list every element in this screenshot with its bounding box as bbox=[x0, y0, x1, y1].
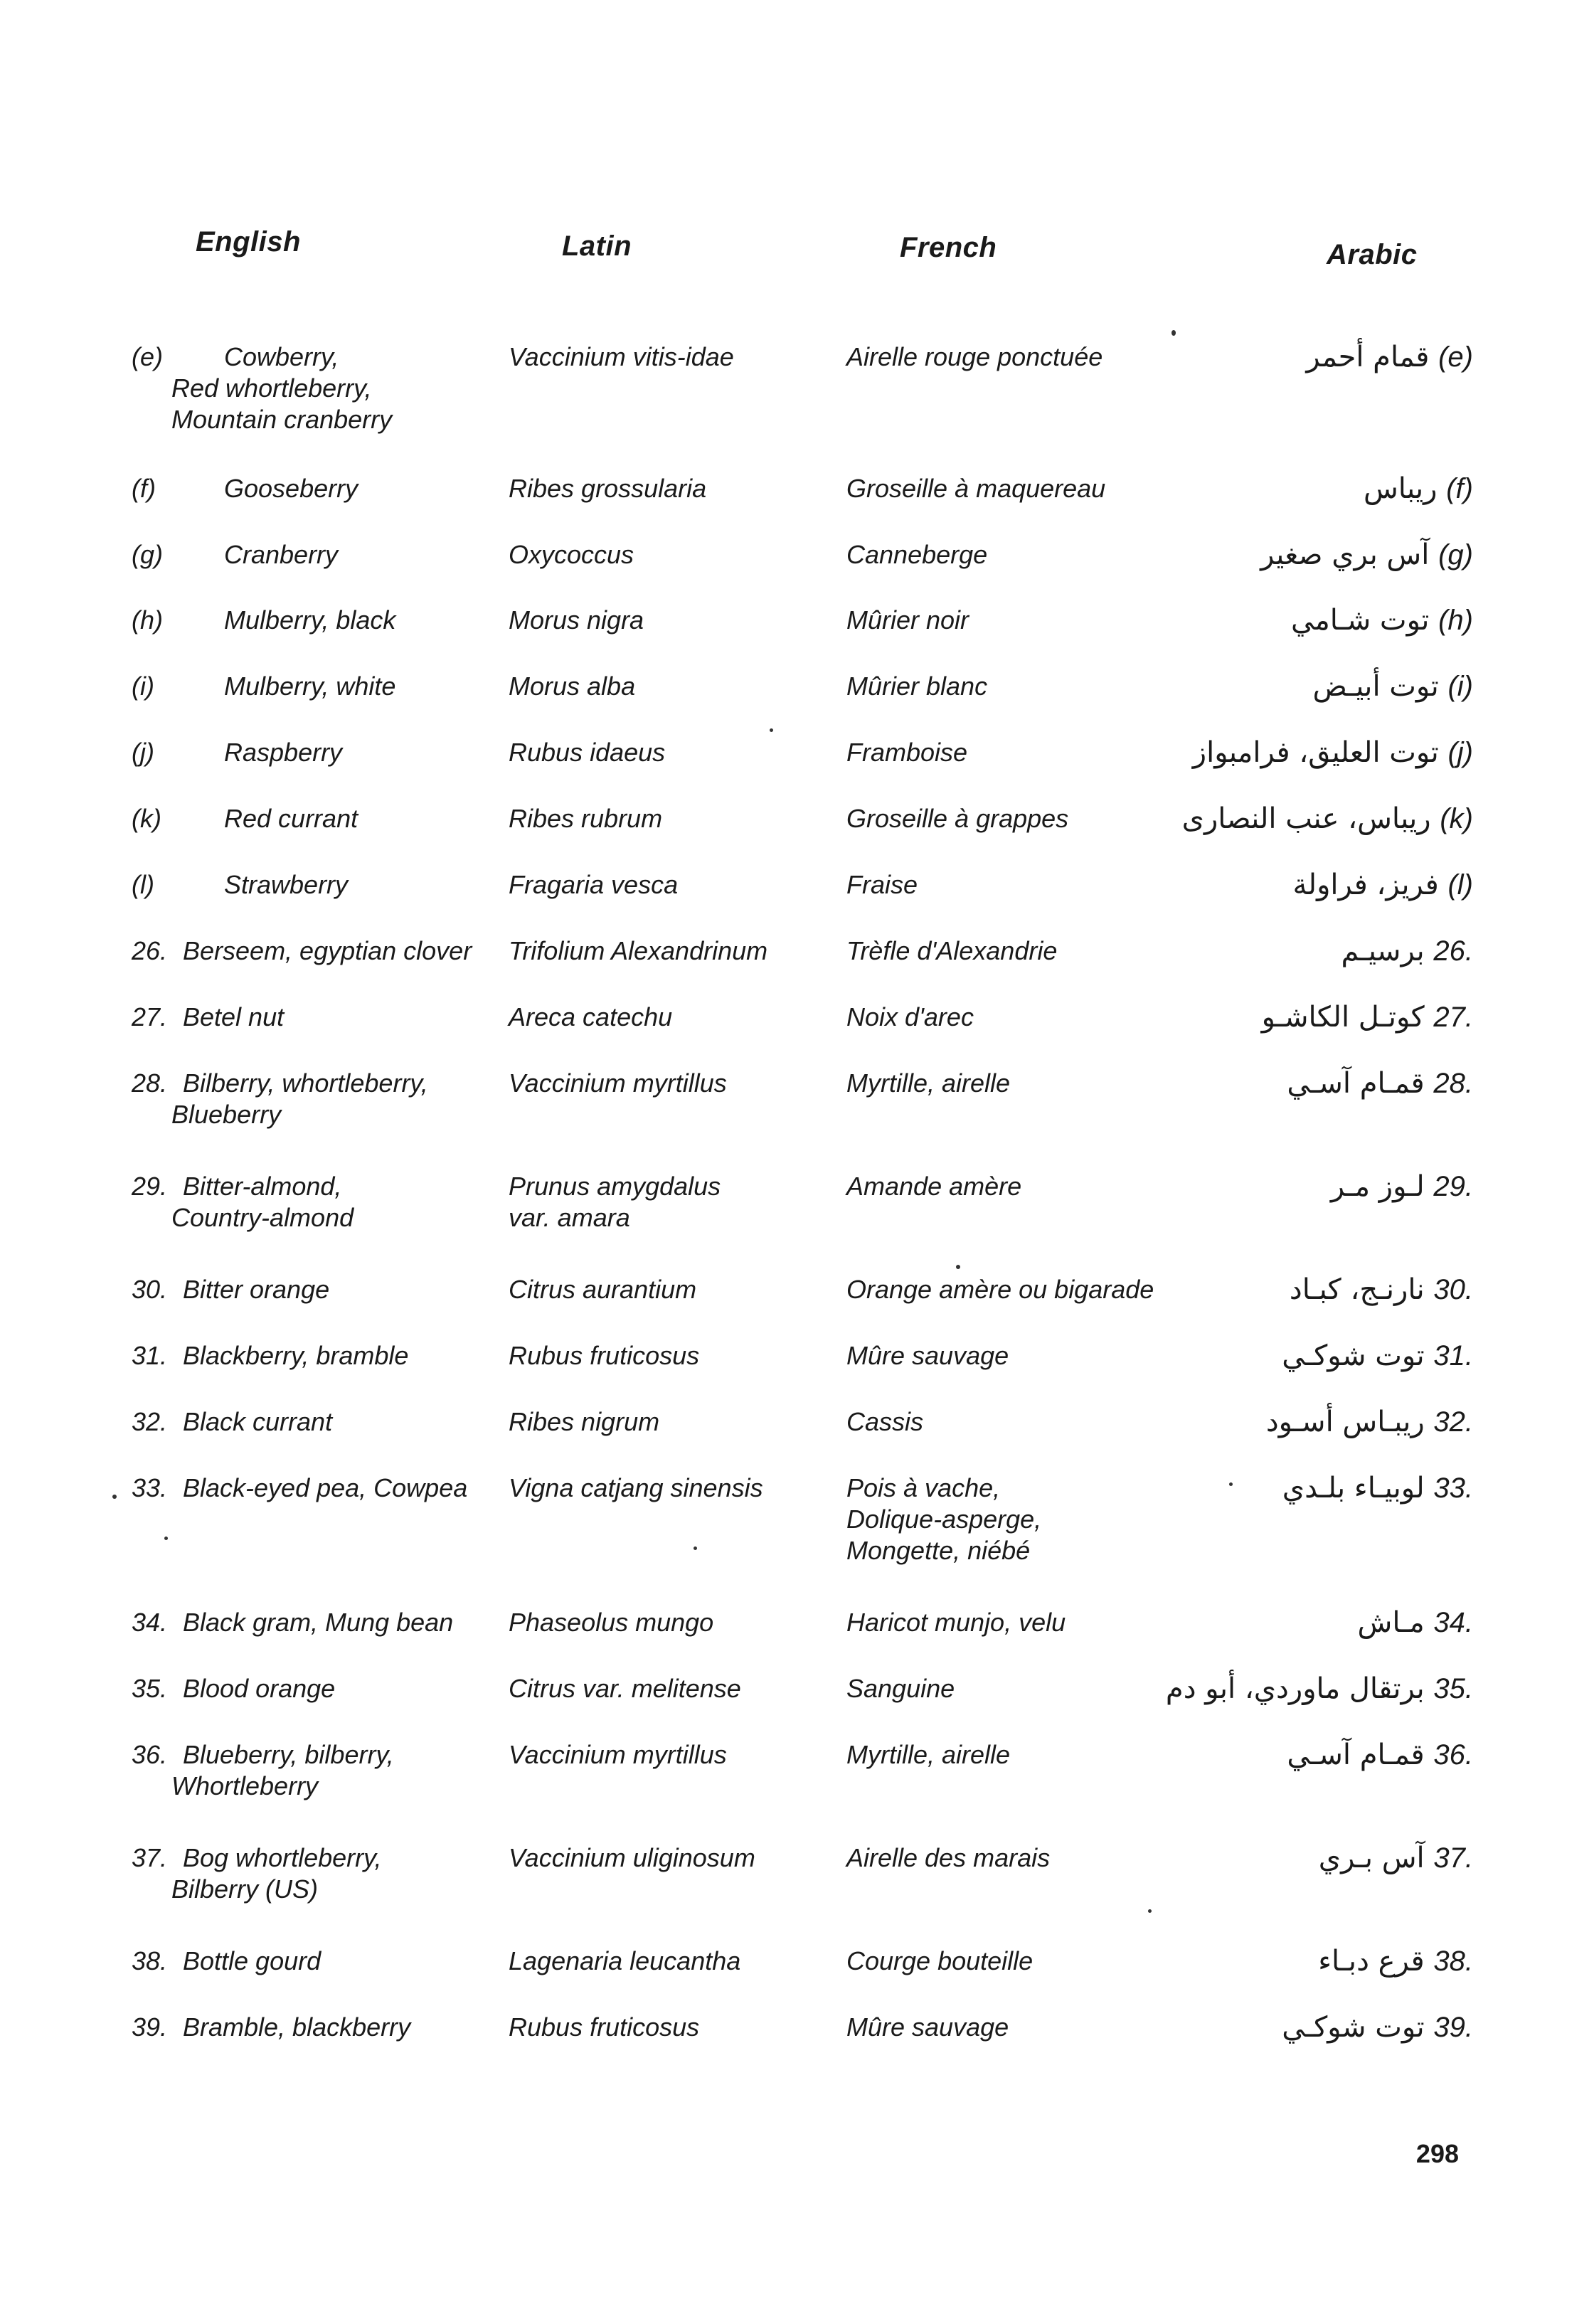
english-term-line: Whortleberry bbox=[171, 1771, 319, 1800]
french-name bbox=[846, 473, 1188, 504]
english-text: Black currant bbox=[183, 1407, 333, 1436]
english-text: Blackberry, bramble bbox=[183, 1341, 409, 1370]
french-name-line: Noix d'arec bbox=[846, 1002, 974, 1031]
english-term-line bbox=[132, 1340, 487, 1371]
latin-name bbox=[509, 1673, 836, 1704]
arabic-name bbox=[1146, 1739, 1473, 1771]
french-name bbox=[846, 1068, 1188, 1099]
english-text: Blood orange bbox=[183, 1674, 336, 1703]
english-term bbox=[132, 473, 487, 504]
french-name bbox=[846, 605, 1188, 636]
arabic-text: ريباس، عنب النصارى bbox=[1181, 802, 1431, 835]
latin-name bbox=[509, 1607, 836, 1638]
arabic-name bbox=[1146, 1842, 1473, 1874]
french-name bbox=[846, 737, 1188, 768]
arabic-entry-label: (h) bbox=[1438, 605, 1473, 636]
english-term-line bbox=[132, 1607, 487, 1638]
english-term bbox=[132, 1946, 487, 1977]
english-term bbox=[132, 1002, 487, 1033]
english-term bbox=[132, 1739, 487, 1802]
english-term bbox=[132, 1406, 487, 1438]
french-name bbox=[846, 1274, 1188, 1305]
english-term bbox=[132, 1171, 487, 1233]
arabic-text: توت شوكـي bbox=[1282, 2011, 1425, 2044]
english-term-line bbox=[132, 1274, 487, 1305]
french-name bbox=[846, 2012, 1188, 2043]
latin-name bbox=[509, 869, 836, 901]
entry-label: 30. bbox=[132, 1275, 168, 1304]
arabic-name bbox=[1146, 671, 1473, 702]
french-name-line: Groseille à maquereau bbox=[846, 474, 1106, 503]
english-text: Strawberry bbox=[224, 870, 349, 899]
french-name-line: Groseille à grappes bbox=[846, 804, 1069, 833]
arabic-entry-label: .30 bbox=[1433, 1274, 1473, 1305]
french-name-line: Haricot munjo, velu bbox=[846, 1608, 1066, 1637]
french-name-line: Sanguine bbox=[846, 1674, 955, 1703]
english-term-line bbox=[132, 1171, 487, 1202]
english-term-line bbox=[132, 869, 487, 901]
entry-label: (f) bbox=[132, 474, 156, 503]
latin-name-line: Rubus fruticosus bbox=[509, 2012, 700, 2042]
english-text: Bog whortleberry, bbox=[183, 1843, 382, 1872]
english-term-line bbox=[132, 737, 487, 768]
latin-name-line: Rubus fruticosus bbox=[509, 1341, 700, 1370]
english-text: Bitter orange bbox=[183, 1275, 330, 1304]
english-text: Gooseberry bbox=[224, 474, 358, 503]
english-text: Mulberry, black bbox=[224, 605, 396, 635]
entry-label: 31. bbox=[132, 1341, 168, 1370]
french-name-line: Airelle des marais bbox=[846, 1843, 1051, 1872]
entry-label: (h) bbox=[132, 605, 163, 635]
english-text: Bitter-almond, bbox=[183, 1172, 342, 1201]
english-text: Berseem, egyptian clover bbox=[183, 936, 472, 965]
arabic-text: آس بـري bbox=[1318, 1842, 1425, 1874]
arabic-entry-label: .32 bbox=[1433, 1406, 1473, 1438]
latin-name bbox=[509, 1739, 836, 1771]
english-term bbox=[132, 1274, 487, 1305]
arabic-text: قرع دبـاء bbox=[1318, 1945, 1425, 1978]
french-name-line: Courge bouteille bbox=[846, 1946, 1034, 1975]
latin-name-line: Prunus amygdalus bbox=[509, 1172, 721, 1201]
english-term-line bbox=[132, 935, 487, 967]
arabic-text: توت أبيـض bbox=[1312, 670, 1439, 703]
latin-name bbox=[509, 935, 836, 967]
latin-name bbox=[509, 1406, 836, 1438]
column-header-row bbox=[0, 226, 1594, 269]
french-name bbox=[846, 1673, 1188, 1704]
arabic-entry-label: .31 bbox=[1433, 1340, 1473, 1371]
arabic-name bbox=[1146, 803, 1473, 834]
header-arabic: Arabic bbox=[1327, 239, 1418, 270]
english-term-line bbox=[132, 671, 487, 702]
entry-label: (k) bbox=[132, 804, 161, 833]
latin-name-line: Trifolium Alexandrinum bbox=[509, 936, 768, 965]
french-name-line: Airelle rouge ponctuée bbox=[846, 342, 1103, 371]
latin-name-line: Morus nigra bbox=[509, 605, 644, 635]
english-term-line: Country-almond bbox=[171, 1203, 354, 1232]
english-term bbox=[132, 341, 487, 435]
french-name bbox=[846, 803, 1188, 834]
latin-name bbox=[509, 671, 836, 702]
english-text: Black-eyed pea, Cowpea bbox=[183, 1473, 468, 1502]
entry-label: 38. bbox=[132, 1946, 168, 1975]
french-name-line: Myrtille, airelle bbox=[846, 1068, 1011, 1098]
english-text: Mulberry, white bbox=[224, 672, 396, 701]
header-latin: Latin bbox=[562, 230, 632, 262]
french-name bbox=[846, 1406, 1188, 1438]
arabic-entry-label: (i) bbox=[1447, 671, 1473, 702]
arabic-name bbox=[1146, 539, 1473, 571]
arabic-entry-label: (k) bbox=[1440, 803, 1473, 834]
latin-name bbox=[509, 1274, 836, 1305]
arabic-entry-label: (j) bbox=[1447, 737, 1473, 768]
english-term-line bbox=[132, 1673, 487, 1704]
english-term-line bbox=[132, 539, 487, 571]
english-term bbox=[132, 1842, 487, 1905]
english-term bbox=[132, 803, 487, 834]
french-name-line: Canneberge bbox=[846, 540, 988, 569]
english-term bbox=[132, 935, 487, 967]
scan-speck bbox=[1171, 330, 1176, 336]
english-term bbox=[132, 1673, 487, 1704]
french-name bbox=[846, 1607, 1188, 1638]
arabic-entry-label: .36 bbox=[1433, 1739, 1473, 1771]
latin-name bbox=[509, 341, 836, 373]
latin-name bbox=[509, 1946, 836, 1977]
arabic-text: توت شوكـي bbox=[1282, 1339, 1425, 1372]
arabic-entry-label: (l) bbox=[1447, 869, 1473, 901]
entry-label: 37. bbox=[132, 1843, 168, 1872]
english-term-line bbox=[132, 1002, 487, 1033]
english-term-line bbox=[132, 341, 487, 373]
english-term-line: Blueberry bbox=[171, 1100, 282, 1129]
english-text: Blueberry, bilberry, bbox=[183, 1740, 394, 1769]
english-text: Red currant bbox=[224, 804, 358, 833]
arabic-text: لوبيـاء بلـدي bbox=[1282, 1472, 1425, 1505]
scan-speck bbox=[112, 1495, 117, 1499]
arabic-name bbox=[1146, 737, 1473, 768]
arabic-name bbox=[1146, 1068, 1473, 1099]
english-term bbox=[132, 671, 487, 702]
english-term-line bbox=[132, 1739, 487, 1771]
french-name-line: Mongette, niébé bbox=[846, 1536, 1031, 1565]
latin-name-line: Ribes rubrum bbox=[509, 804, 663, 833]
english-term bbox=[132, 1340, 487, 1371]
french-name bbox=[846, 671, 1188, 702]
scan-speck bbox=[956, 1265, 960, 1269]
scan-speck bbox=[1229, 1482, 1233, 1486]
latin-name-line: Citrus var. melitense bbox=[509, 1674, 741, 1703]
french-name-line: Mûrier noir bbox=[846, 605, 969, 635]
arabic-text: كوتـل الكاشـو bbox=[1261, 1001, 1425, 1034]
header-english: English bbox=[196, 226, 301, 258]
french-name bbox=[846, 869, 1188, 901]
english-term-line bbox=[132, 1842, 487, 1874]
english-text: Bramble, blackberry bbox=[183, 2012, 411, 2042]
french-name-line: Mûre sauvage bbox=[846, 2012, 1009, 2042]
entry-label: (j) bbox=[132, 738, 154, 767]
arabic-text: لـوز مـر bbox=[1330, 1170, 1425, 1203]
entry-label: (g) bbox=[132, 540, 163, 569]
entry-label: 39. bbox=[132, 2012, 168, 2042]
entry-label: 29. bbox=[132, 1172, 168, 1201]
arabic-entry-label: .26 bbox=[1433, 935, 1473, 967]
entry-label: (e) bbox=[132, 342, 163, 371]
arabic-text: توت شـامي bbox=[1291, 604, 1430, 637]
arabic-entry-label: .27 bbox=[1433, 1002, 1473, 1033]
arabic-name bbox=[1146, 1673, 1473, 1704]
latin-name-line: var. amara bbox=[509, 1203, 630, 1232]
latin-name bbox=[509, 1842, 836, 1874]
arabic-entry-label: .28 bbox=[1433, 1068, 1473, 1099]
english-term bbox=[132, 1473, 487, 1504]
arabic-entry-label: .37 bbox=[1433, 1842, 1473, 1874]
latin-name bbox=[509, 1002, 836, 1033]
latin-name-line: Lagenaria leucantha bbox=[509, 1946, 741, 1975]
english-term-line: Bilberry (US) bbox=[171, 1874, 319, 1904]
french-name-line: Mûrier blanc bbox=[846, 672, 988, 701]
arabic-name bbox=[1146, 1607, 1473, 1638]
english-term-line: Red whortleberry, bbox=[171, 373, 372, 403]
english-term-line bbox=[132, 473, 487, 504]
scan-speck bbox=[164, 1537, 168, 1540]
arabic-text: قمـام آسـي bbox=[1287, 1739, 1425, 1771]
arabic-entry-label: (f) bbox=[1446, 473, 1473, 504]
french-name bbox=[846, 1842, 1188, 1874]
entry-label: 28. bbox=[132, 1068, 168, 1098]
french-name bbox=[846, 1739, 1188, 1771]
arabic-name bbox=[1146, 605, 1473, 636]
entry-label: 26. bbox=[132, 936, 168, 965]
latin-name-line: Vaccinium uliginosum bbox=[509, 1843, 755, 1872]
french-name-line: Amande amère bbox=[846, 1172, 1022, 1201]
arabic-name bbox=[1146, 473, 1473, 504]
header-french: French bbox=[900, 232, 997, 263]
arabic-text: برتقال ماوردي، أبو دم bbox=[1165, 1672, 1425, 1705]
entry-label: 36. bbox=[132, 1740, 168, 1769]
latin-name bbox=[509, 1473, 836, 1504]
arabic-entry-label: .33 bbox=[1433, 1473, 1473, 1504]
entry-label: 33. bbox=[132, 1473, 168, 1502]
french-name-line: Myrtille, airelle bbox=[846, 1740, 1011, 1769]
french-name-line: Fraise bbox=[846, 870, 918, 899]
arabic-name bbox=[1146, 1473, 1473, 1504]
english-term-line bbox=[132, 1473, 487, 1504]
arabic-entry-label: .38 bbox=[1433, 1946, 1473, 1977]
arabic-entry-label: .39 bbox=[1433, 2012, 1473, 2043]
latin-name bbox=[509, 473, 836, 504]
french-name-line: Cassis bbox=[846, 1407, 924, 1436]
french-name bbox=[846, 539, 1188, 571]
french-name bbox=[846, 1473, 1188, 1566]
french-name bbox=[846, 1946, 1188, 1977]
scan-speck bbox=[694, 1546, 697, 1550]
english-term-line bbox=[132, 1068, 487, 1099]
latin-name bbox=[509, 1068, 836, 1099]
latin-name bbox=[509, 737, 836, 768]
latin-name-line: Citrus aurantium bbox=[509, 1275, 697, 1304]
latin-name-line: Vaccinium vitis-idae bbox=[509, 342, 734, 371]
latin-name-line: Ribes grossularia bbox=[509, 474, 707, 503]
arabic-entry-label: .34 bbox=[1433, 1607, 1473, 1638]
latin-name-line: Phaseolus mungo bbox=[509, 1608, 714, 1637]
arabic-name bbox=[1146, 935, 1473, 967]
arabic-text: مـاش bbox=[1357, 1606, 1425, 1639]
arabic-text: قمـام آسـي bbox=[1287, 1067, 1425, 1100]
latin-name-line: Vaccinium myrtillus bbox=[509, 1740, 727, 1769]
latin-name-line: Ribes nigrum bbox=[509, 1407, 660, 1436]
latin-name bbox=[509, 605, 836, 636]
page-number: 298 bbox=[1415, 2139, 1459, 2168]
arabic-name bbox=[1146, 1171, 1473, 1202]
english-term bbox=[132, 1607, 487, 1638]
french-name bbox=[846, 1340, 1188, 1371]
latin-name-line: Fragaria vesca bbox=[509, 870, 679, 899]
french-name-line: Pois à vache, bbox=[846, 1473, 1001, 1502]
english-term-line: Mountain cranberry bbox=[171, 405, 393, 434]
latin-name bbox=[509, 1171, 836, 1233]
arabic-text: ريبـاس أسـود bbox=[1265, 1406, 1425, 1438]
arabic-entry-label: (e) bbox=[1438, 341, 1473, 373]
scan-speck bbox=[770, 728, 773, 732]
english-text: Raspberry bbox=[224, 738, 343, 767]
arabic-entry-label: (g) bbox=[1438, 539, 1473, 571]
french-name bbox=[846, 341, 1188, 373]
arabic-name bbox=[1146, 341, 1473, 373]
latin-name bbox=[509, 2012, 836, 2043]
arabic-text: برسيـم bbox=[1341, 935, 1425, 967]
entry-label: 32. bbox=[132, 1407, 168, 1436]
arabic-name bbox=[1146, 869, 1473, 901]
french-name-line: Mûre sauvage bbox=[846, 1341, 1009, 1370]
arabic-entry-label: .35 bbox=[1433, 1673, 1473, 1704]
scan-speck bbox=[1148, 1909, 1152, 1913]
arabic-name bbox=[1146, 2012, 1473, 2043]
english-text: Black gram, Mung bean bbox=[183, 1608, 454, 1637]
latin-name-line: Areca catechu bbox=[509, 1002, 673, 1031]
latin-name-line: Morus alba bbox=[509, 672, 636, 701]
entry-label: 34. bbox=[132, 1608, 168, 1637]
entry-label: (i) bbox=[132, 672, 154, 701]
french-name-line: Framboise bbox=[846, 738, 968, 767]
english-text: Cowberry, bbox=[224, 342, 339, 371]
latin-name bbox=[509, 803, 836, 834]
arabic-text: قمام أحمر bbox=[1306, 341, 1430, 373]
french-name-line: Trèfle d'Alexandrie bbox=[846, 936, 1058, 965]
arabic-text: توت العليق، فرامبواز bbox=[1192, 736, 1439, 769]
arabic-text: ريباس bbox=[1363, 472, 1438, 505]
arabic-name bbox=[1146, 1946, 1473, 1977]
english-text: Bottle gourd bbox=[183, 1946, 322, 1975]
arabic-text: فريز، فراولة bbox=[1292, 869, 1439, 901]
latin-name-line: Rubus idaeus bbox=[509, 738, 666, 767]
english-term-line bbox=[132, 1946, 487, 1977]
english-term-line bbox=[132, 2012, 487, 2043]
english-term bbox=[132, 539, 487, 571]
english-term bbox=[132, 1068, 487, 1130]
latin-name-line: Vaccinium myrtillus bbox=[509, 1068, 727, 1098]
entry-label: (l) bbox=[132, 870, 154, 899]
latin-name bbox=[509, 539, 836, 571]
english-term-line bbox=[132, 605, 487, 636]
french-name-line: Orange amère ou bigarade bbox=[846, 1275, 1154, 1304]
english-text: Betel nut bbox=[183, 1002, 285, 1031]
arabic-name bbox=[1146, 1274, 1473, 1305]
french-name bbox=[846, 935, 1188, 967]
french-name bbox=[846, 1171, 1188, 1202]
french-name bbox=[846, 1002, 1188, 1033]
english-term-line bbox=[132, 803, 487, 834]
english-term bbox=[132, 605, 487, 636]
arabic-text: نارنـج، كبـاد bbox=[1289, 1273, 1425, 1306]
arabic-name bbox=[1146, 1406, 1473, 1438]
arabic-entry-label: .29 bbox=[1433, 1171, 1473, 1202]
english-text: Cranberry bbox=[224, 540, 339, 569]
english-term bbox=[132, 2012, 487, 2043]
entry-label: 35. bbox=[132, 1674, 168, 1703]
latin-name-line: Vigna catjang sinensis bbox=[509, 1473, 763, 1502]
latin-name bbox=[509, 1340, 836, 1371]
french-name-line: Dolique-asperge, bbox=[846, 1505, 1042, 1534]
english-term bbox=[132, 737, 487, 768]
arabic-name bbox=[1146, 1002, 1473, 1033]
arabic-name bbox=[1146, 1340, 1473, 1371]
entry-label: 27. bbox=[132, 1002, 168, 1031]
arabic-text: آس بري صغير bbox=[1260, 538, 1430, 571]
english-term-line bbox=[132, 1406, 487, 1438]
english-term bbox=[132, 869, 487, 901]
english-text: Bilberry, whortleberry, bbox=[183, 1068, 428, 1098]
latin-name-line: Oxycoccus bbox=[509, 540, 634, 569]
